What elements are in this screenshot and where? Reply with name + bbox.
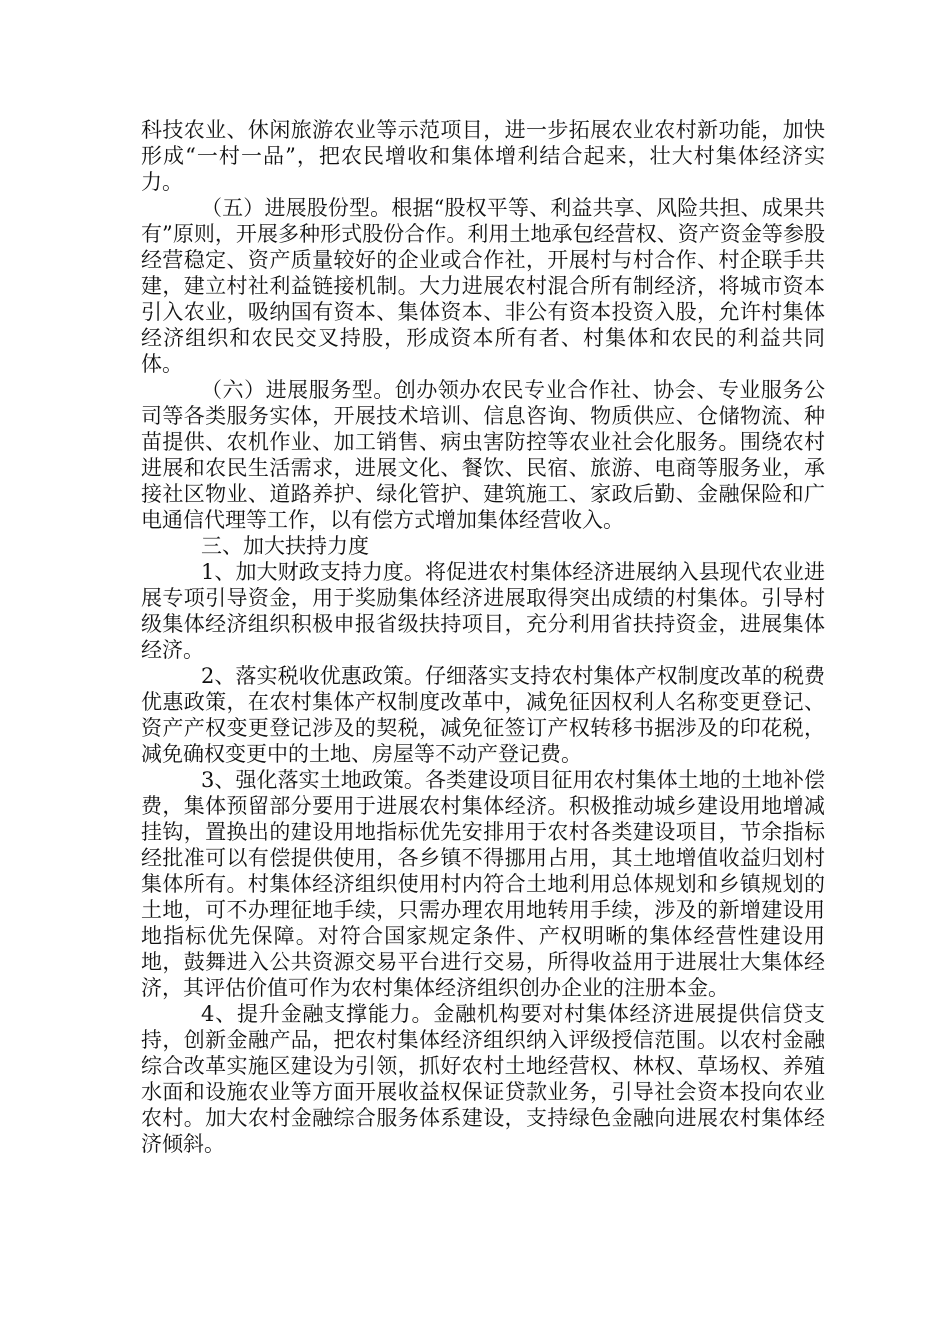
section-heading-support: 三、加大扶持力度 bbox=[201, 534, 369, 558]
paragraph-tax-policy: 2、落实税收优惠政策。仔细落实支持农村集体产权制度改革的税费优惠政策，在农村集体产权制度改革中，减免征因权利人名称变更登记、资产产权变更登记涉及的契税，减免征签订产权转移书据涉及的印花税，减免确权变更中的土地、房屋等不动产登记费。 bbox=[141, 664, 825, 766]
paragraph-shareholding-type: （五）进展股份型。根据“股权平等、利益共享、风险共担、成果共有”原则，开展多种形式股份合作。利用土地承包经营权、资产资金等参股经营稳定、资产质量较好的企业或合作社，开展村与村合作、村企联手共建，建立村社利益链接机制。大力进展农村混合所有制经济，将城市资本引入农业，吸纳国有资本、集体资本、非公有资本投资入股，允许村集体经济组织和农民交叉持股，形成资本所有者、村集体和农民的利益共同体。 bbox=[141, 196, 825, 376]
paragraph-financial-support: 4、提升金融支撑能力。金融机构要对村集体经济进展提供信贷支持，创新金融产品，把农村集体经济组织纳入评级授信范围。以农村金融综合改革实施区建设为引领，抓好农村土地经营权、林权、草场权、养殖水面和设施农业等方面开展收益权保证贷款业务，引导社会资本投向农业农村。加大农村金融综合服务体系建设，支持绿色金融向进展农村集体经济倾斜。 bbox=[141, 1002, 825, 1156]
document-page bbox=[141, 117, 825, 1157]
paragraph-continuation: 科技农业、休闲旅游农业等示范项目，进一步拓展农业农村新功能，加快形成“一村一品”，把农民增收和集体增利结合起来，壮大村集体经济实力。 bbox=[141, 118, 825, 194]
paragraph-service-type: （六）进展服务型。创办领办农民专业合作社、协会、专业服务公司等各类服务实体，开展技术培训、信息咨询、物质供应、仓储物流、种苗提供、农机作业、加工销售、病虫害防控等农业社会化服务。围绕农村进展和农民生活需求，进展文化、餐饮、民宿、旅游、电商等服务业，承接社区物业、道路养护、绿化管护、建筑施工、家政后勤、金融保险和广电通信代理等工作，以有偿方式增加集体经营收入。 bbox=[141, 378, 825, 532]
paragraph-land-policy: 3、强化落实土地政策。各类建设项目征用农村集体土地的土地补偿费，集体预留部分要用于进展农村集体经济。积极推动城乡建设用地增减挂钩，置换出的建设用地指标优先安排用于农村各类建设项目，节余指标经批准可以有偿提供使用，各乡镇不得挪用占用，其土地增值收益归划村集体所有。村集体经济组织使用村内符合土地利用总体规划和乡镇规划的土地，可不办理征地手续，只需办理农用地转用手续，涉及的新增建设用地指标优先保障。对符合国家规定条件、产权明晰的集体经营性建设用地，鼓舞进入公共资源交易平台进行交易，所得收益用于进展壮大集体经济，其评估价值可作为农村集体经济组织创办企业的注册本金。 bbox=[141, 768, 825, 1000]
paragraph-fiscal-support: 1、加大财政支持力度。将促进农村集体经济进展纳入县现代农业进展专项引导资金，用于奖励集体经济进展取得突出成绩的村集体。引导村级集体经济组织积极申报省级扶持项目，充分利用省扶持资金，进展集体经济。 bbox=[141, 560, 825, 662]
